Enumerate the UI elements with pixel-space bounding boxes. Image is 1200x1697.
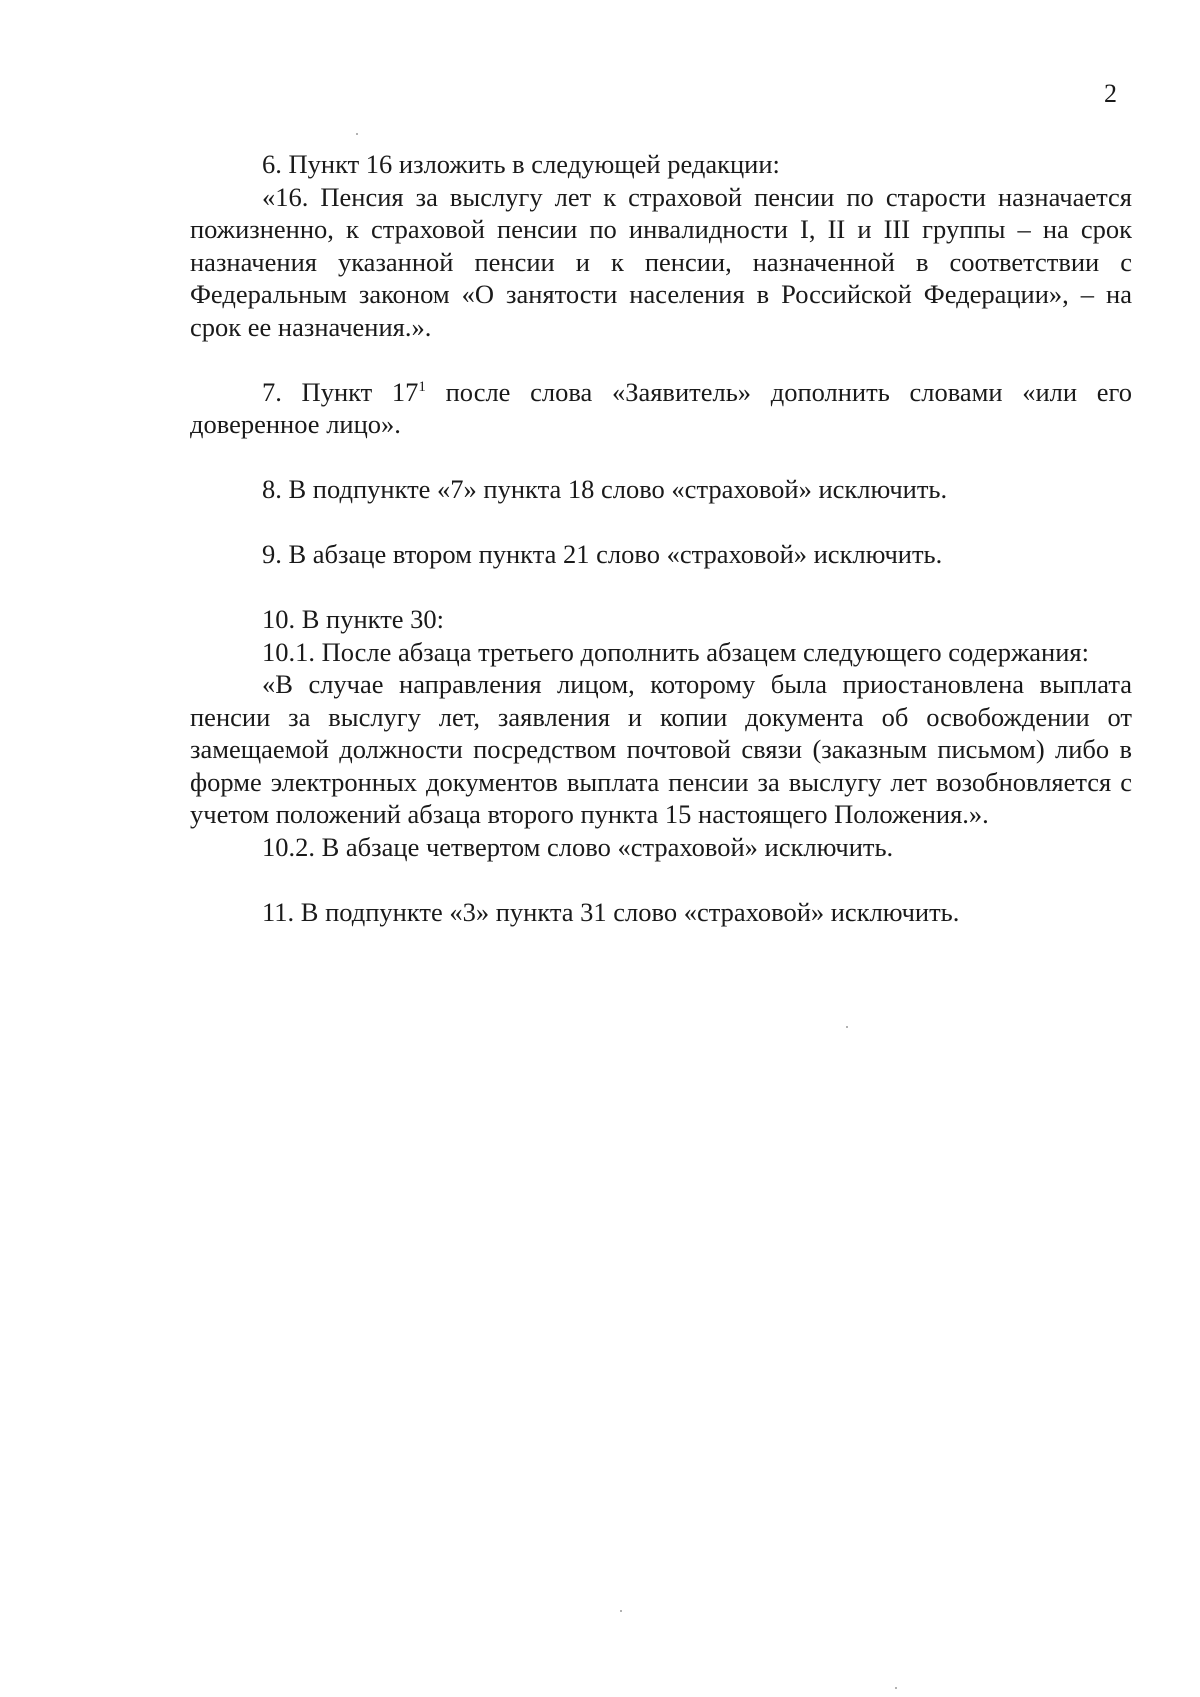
scan-speck [895, 1687, 897, 1689]
paragraph-7-superscript: 1 [418, 378, 426, 395]
paragraph-10-1-quote: «В случае направления лицом, которому была приостановлена выплата пенсии за выслугу лет, заявления и копии документа об освобождении от замещаемой должности посредством почтовой связи (заказным письмом) либо в форме электронных документов выплата пенсии за выслугу лет возобновляется с учетом положений абзаца второго пункта 15 настоящего Положения.». [190, 669, 1132, 829]
document-body [190, 148, 1132, 928]
paragraph-10-1: 10.1. После абзаца третьего дополнить абзацем следующего содержания: [262, 636, 1089, 667]
paragraph-7 [190, 376, 1132, 441]
scan-speck [846, 1026, 848, 1028]
paragraph-6-quote: «16. Пенсия за выслугу лет к страховой пенсии по старости назначается пожизненно, к страховой пенсии по инвалидности I, II и III группы – на срок назначения указанной пенсии и к пенсии, назначенной в соответствии с Федеральным законом «О занятости населения в Российской Федерации», – на срок ее назначения.». [190, 181, 1132, 342]
scan-speck [356, 133, 358, 135]
paragraph-9: 9. В абзаце втором пункта 21 слово «страховой» исключить. [262, 539, 943, 569]
paragraph-10-2: 10.2. В абзаце четвертом слово «страховой» исключить. [262, 831, 894, 862]
paragraph-11: 11. В подпункте «3» пункта 31 слово «страховой» исключить. [262, 896, 960, 927]
paragraph-10-heading: 10. В пункте 30: [262, 604, 445, 634]
scan-speck [620, 1610, 622, 1612]
paragraph-7-lead: 7. Пункт 17 [262, 376, 419, 407]
paragraph-8: 8. В подпункте «7» пункта 18 слово «страховой» исключить. [262, 474, 948, 504]
paragraph-7-rest: после слова «Заявитель» дополнить словами «или его доверенное лицо». [190, 376, 1132, 439]
paragraph-6-heading: 6. Пункт 16 изложить в следующей редакции: [262, 149, 780, 179]
page-number: 2 [1104, 79, 1117, 108]
